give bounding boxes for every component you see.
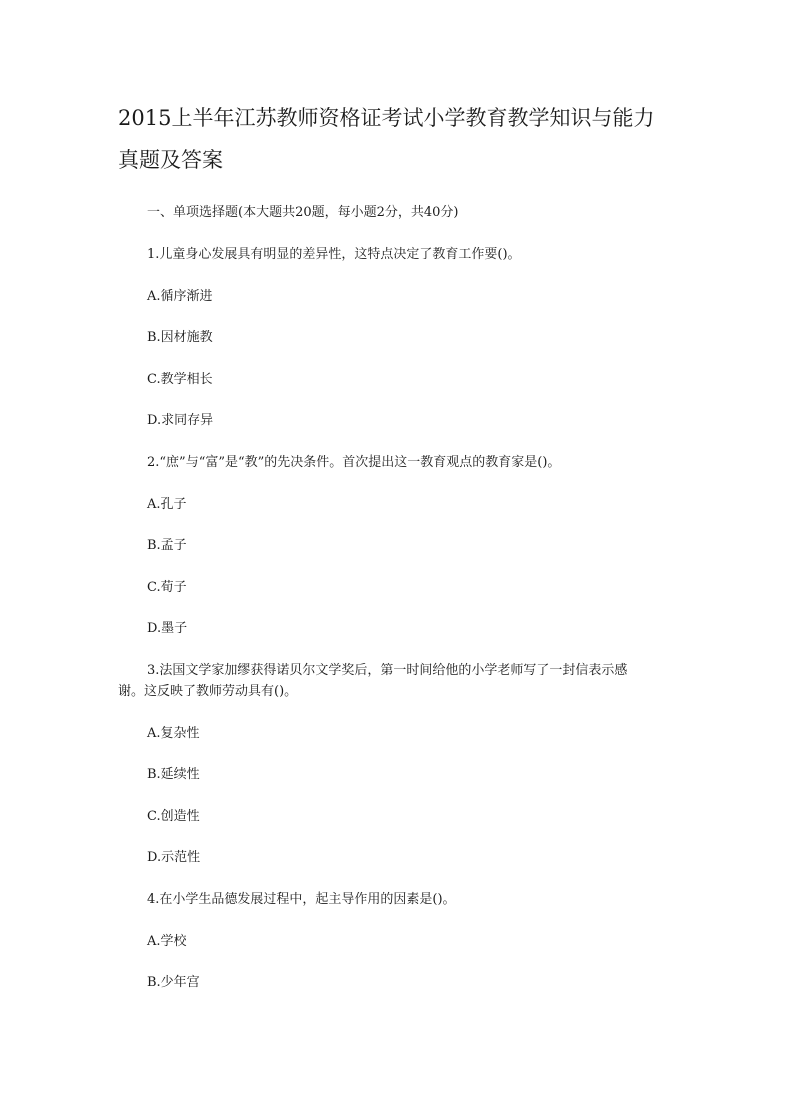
question-3-stem-line-2: 谢。这反映了教师劳动具有()。 [118,684,298,699]
section-heading: 一、单项选择题(本大题共20题，每小题2分，共40分) [147,205,459,220]
question-1-option-b: B.因材施教 [147,330,213,345]
question-1-option-d: D.求同存异 [147,413,214,428]
question-2-option-a: A.孔子 [147,497,187,512]
question-3-stem-line-1: 3.法国文学家加缪获得诺贝尔文学奖后，第一时间给他的小学老师写了一封信表示感 [147,663,628,678]
question-2-stem: 2.“庶”与“富”是“教”的先决条件。首次提出这一教育观点的教育家是()。 [147,455,561,470]
question-3-option-a: A.复杂性 [147,726,200,741]
question-1-stem: 1.儿童身心发展具有明显的差异性，这特点决定了教育工作要()。 [147,247,521,262]
question-1-option-a: A.循序渐进 [147,289,213,304]
question-4-option-b: B.少年宫 [147,975,200,990]
question-1-option-c: C.教学相长 [147,372,213,387]
question-3-option-c: C.创造性 [147,809,200,824]
document-title-line-2: 真题及答案 [118,148,223,172]
document-title-line-1: 2015上半年江苏教师资格证考试小学教育教学知识与能力 [118,106,655,130]
question-2-option-b: B.孟子 [147,538,187,553]
question-2-option-c: C.荀子 [147,580,187,595]
question-4-stem: 4.在小学生品德发展过程中，起主导作用的因素是()。 [147,892,456,907]
question-2-option-d: D.墨子 [147,621,188,636]
question-3-option-b: B.延续性 [147,767,200,782]
question-4-option-a: A.学校 [147,934,187,949]
question-3-option-d: D.示范性 [147,850,201,865]
